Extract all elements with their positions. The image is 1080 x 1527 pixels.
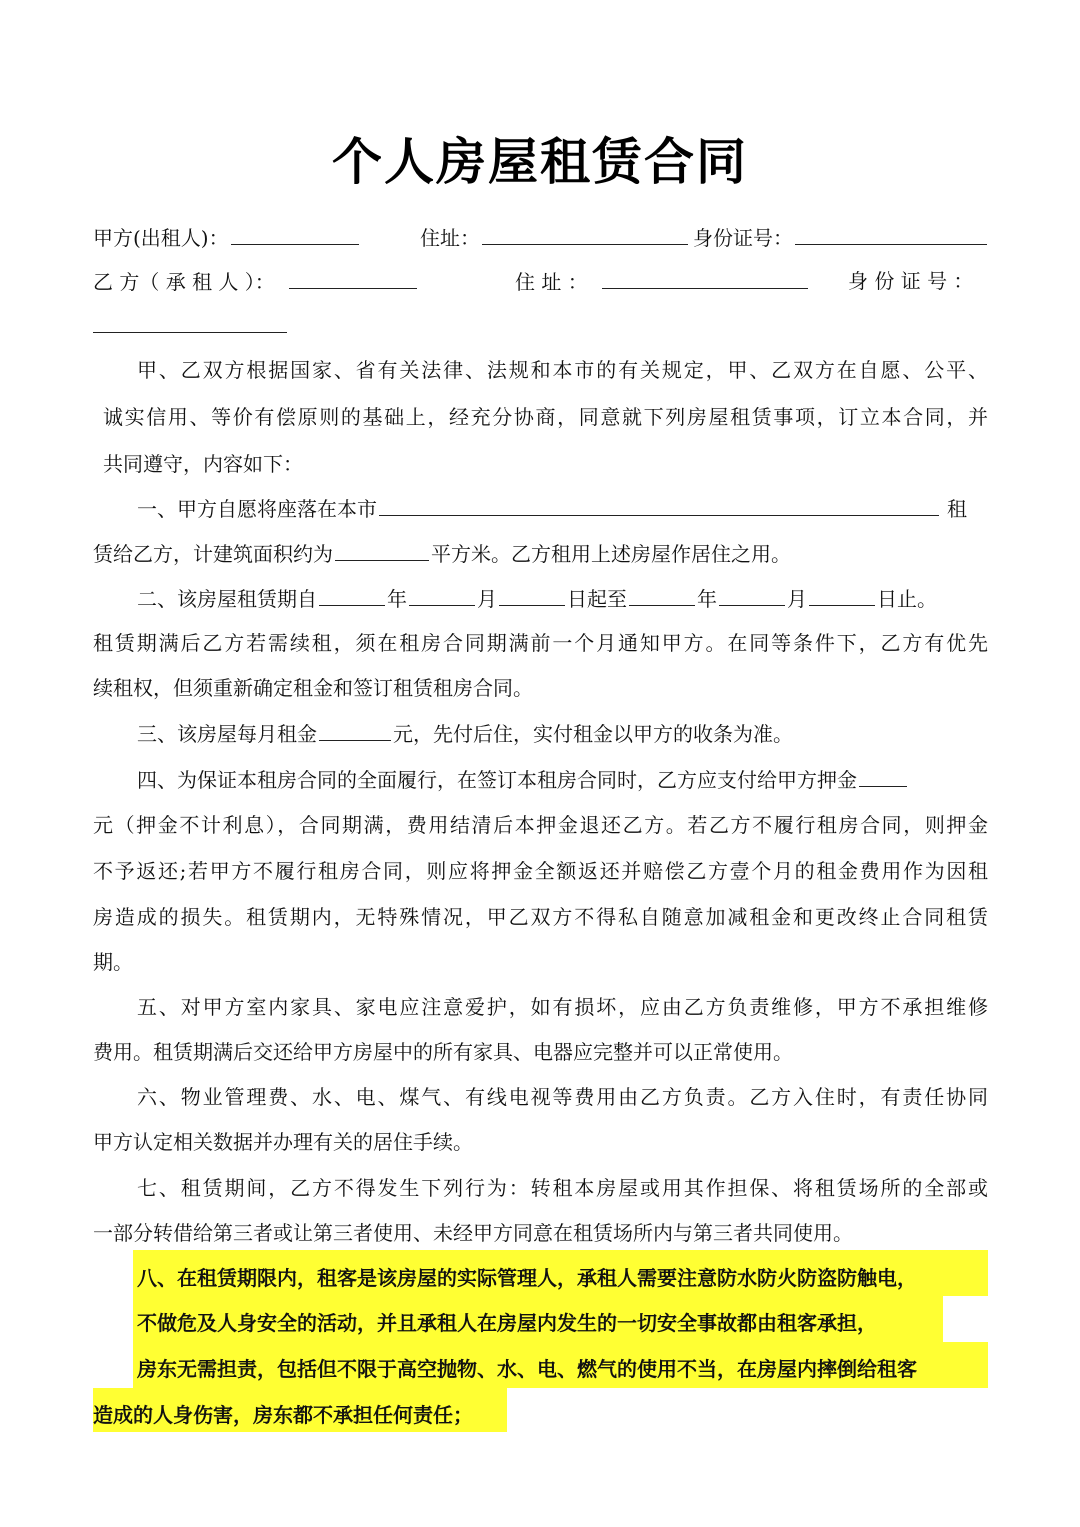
end-day-blank[interactable]: [809, 583, 875, 606]
clause-1-area-blank[interactable]: [335, 538, 429, 561]
party-a-label: 甲方(出租人)：: [93, 226, 229, 250]
clause-1-text-end: 租: [947, 497, 967, 521]
day-end-label: 日止。: [877, 587, 937, 611]
party-b-line: [93, 266, 419, 297]
party-a-address: [420, 222, 690, 253]
clause-4-line-5: 期。: [93, 950, 133, 974]
intro-line-1: 甲、乙双方根据国家、省有关法律、法规和本市的有关规定，甲、乙双方在自愿、公平、: [137, 358, 988, 382]
party-b-id-blank[interactable]: [93, 310, 287, 333]
clause-7-line-2: 一部分转借给第三者或让第三者使用、未经甲方同意在租赁场所内与第三者共同使用。: [93, 1221, 853, 1245]
clause-6-line-1: 六、物业管理费、水、电、煤气、有线电视等费用由乙方负责。乙方入住时，有责任协同: [137, 1085, 988, 1109]
clause-5-line-2: 费用。租赁期满后交还给甲方房屋中的所有家具、电器应完整并可以正常使用。: [93, 1040, 793, 1064]
party-b-label: 乙 方（ 承 租 人 ）：: [93, 270, 275, 294]
clause-3-text-end: 元，先付后住，实付租金以甲方的收条为准。: [393, 722, 793, 746]
clause-8-line-1: 八、在租赁期限内，租客是该房屋的实际管理人，承租人需要注意防水防火防盗防触电，: [137, 1266, 917, 1290]
intro-line-2: 诚实信用、等价有偿原则的基础上，经充分协商，同意就下列房屋租赁事项，订立本合同，并: [103, 405, 988, 429]
party-b-address-label: 住 址 ：: [515, 270, 588, 294]
clause-1-text: 一、甲方自愿将座落在本市: [137, 497, 377, 521]
party-b-id-label: 身 份 证 号 ：: [848, 269, 974, 293]
clause-3-text: 三、该房屋每月租金: [137, 722, 317, 746]
clause-4-line-1: [137, 764, 988, 795]
day-start-label: 日起至: [567, 587, 627, 611]
party-a-name-blank[interactable]: [231, 222, 359, 245]
clause-6-line-2: 甲方认定相关数据并办理有关的居住手续。: [93, 1130, 473, 1154]
party-a-id-blank[interactable]: [795, 222, 987, 245]
clause-1-area-text: 赁给乙方，计建筑面积约为: [93, 542, 333, 566]
party-b-id-line: [93, 310, 287, 341]
clause-2-text: 二、该房屋租赁期自: [137, 587, 317, 611]
page-title: 个人房屋租赁合同: [332, 133, 748, 191]
deposit-blank[interactable]: [859, 764, 907, 787]
start-month-blank[interactable]: [409, 583, 475, 606]
clause-7-line-1: 七、租赁期间，乙方不得发生下列行为：转租本房屋或用其作担保、将租赁场所的全部或: [137, 1176, 988, 1200]
clause-1-area-unit: 平方米。乙方租用上述房屋作居住之用。: [431, 542, 791, 566]
clause-5-line-1: 五、对甲方室内家具、家电应注意爱护，如有损坏，应由乙方负责维修，甲方不承担维修: [137, 995, 988, 1019]
party-a-line: [93, 222, 361, 253]
clause-2-line-3: 续租权，但须重新确定租金和签订租赁租房合同。: [93, 676, 533, 700]
month-label: 月: [477, 587, 497, 611]
rent-blank[interactable]: [319, 718, 391, 741]
clause-2-line-1: [137, 583, 988, 614]
party-a-address-label: 住址：: [420, 226, 480, 250]
start-year-blank[interactable]: [319, 583, 385, 606]
clause-1-line-2: [93, 538, 988, 569]
clause-2-line-2: 租赁期满后乙方若需续租，须在租房合同期满前一个月通知甲方。在同等条件下，乙方有优先: [93, 631, 988, 655]
clause-1-line-1: [137, 493, 988, 524]
clause-4-line-2: 元（押金不计利息），合同期满，费用结清后本押金退还乙方。若乙方不履行租房合同，则押金: [93, 813, 988, 837]
clause-8-line-4: 造成的人身伤害，房东都不承担任何责任；: [93, 1403, 473, 1427]
party-b-name-blank[interactable]: [289, 266, 417, 289]
party-a-id: [693, 222, 989, 253]
clause-3-line-1: [137, 718, 988, 749]
year-label: 年: [697, 587, 717, 611]
end-month-blank[interactable]: [719, 583, 785, 606]
party-b-address-blank[interactable]: [602, 266, 808, 289]
clause-8-line-3: 房东无需担责，包括但不限于高空抛物、水、电、燃气的使用不当，在房屋内摔倒给租客: [137, 1357, 917, 1381]
year-label: 年: [387, 587, 407, 611]
party-b-address: [515, 266, 810, 297]
clause-4-line-3: 不予返还;若甲方不履行租房合同，则应将押金全额返还并赔偿乙方壹个月的租金费用作为因租: [93, 859, 988, 883]
start-day-blank[interactable]: [499, 583, 565, 606]
clause-1-location-blank[interactable]: [379, 493, 939, 516]
intro-line-3: 共同遵守，内容如下：: [103, 452, 303, 476]
end-year-blank[interactable]: [629, 583, 695, 606]
party-a-address-blank[interactable]: [482, 222, 688, 245]
clause-4-text: 四、为保证本租房合同的全面履行，在签订本租房合同时，乙方应支付给甲方押金: [137, 768, 857, 792]
month-label: 月: [787, 587, 807, 611]
party-b-id: [848, 266, 973, 296]
clause-8-line-2: 不做危及人身安全的活动，并且承租人在房屋内发生的一切安全事故都由租客承担，: [137, 1311, 877, 1335]
party-a-id-label: 身份证号：: [693, 226, 793, 250]
clause-4-line-4: 房造成的损失。租赁期内，无特殊情况，甲乙双方不得私自随意加减租金和更改终止合同租赁: [93, 905, 988, 929]
